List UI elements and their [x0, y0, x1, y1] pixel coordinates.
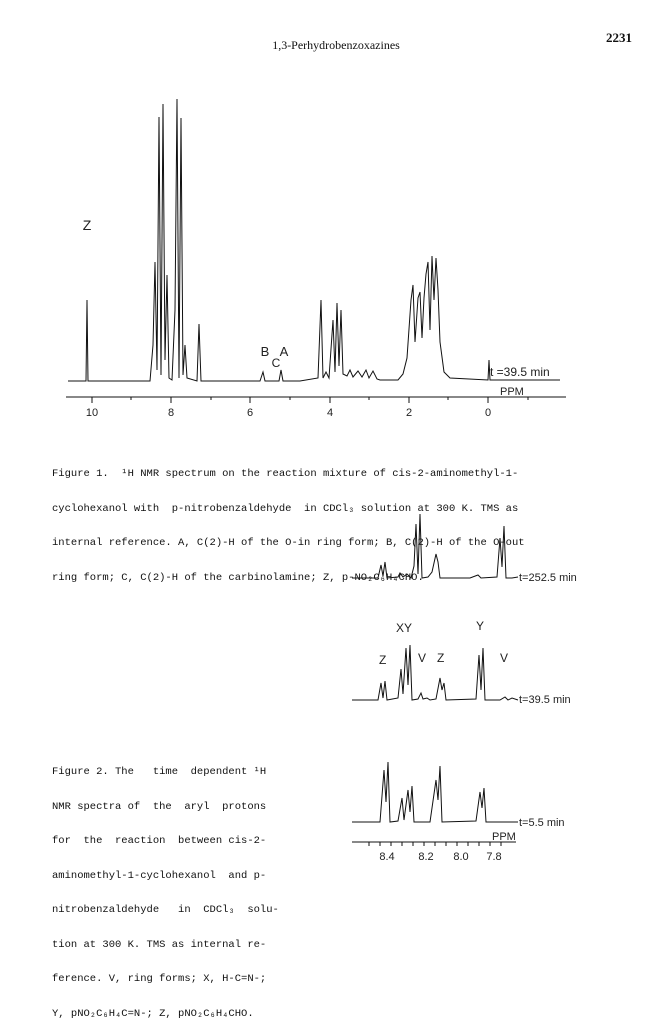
figure-2-caption-line: nitrobenzaldehyde in CDCl₃ solu- — [52, 904, 279, 916]
fig1-peak-label-a: A — [279, 344, 289, 359]
fig1-tick-4: 4 — [326, 407, 334, 419]
fig1-tick-2: 2 — [405, 407, 413, 419]
fig2-time-label-middle: t=39.5 min — [519, 694, 571, 706]
fig2-label-xy: XY — [396, 621, 413, 635]
fig2-tick-7-8: 7.8 — [486, 851, 502, 863]
fig1-tick-10: 10 — [85, 407, 99, 419]
running-header-title: 1,3-Perhydrobenzoxazines — [272, 38, 400, 52]
fig1-peak-label-z: Z — [82, 217, 92, 233]
figure-2-trace-middle — [352, 645, 518, 700]
figure-2-caption-line: for the reaction between cis-2- — [52, 835, 267, 847]
fig1-tick-0: 0 — [484, 407, 492, 419]
figure-1-caption-line: internal reference. A, C(2)-H of the O-in ring form; B, C(2)-H of the O-out — [52, 537, 525, 549]
figure-2-caption-line: aminomethyl-1-cyclohexanol and p- — [52, 869, 267, 882]
fig2-label-z-1: Z — [379, 653, 387, 667]
figure-2-caption-line: Y, pNO₂C₆H₄C=N-; Z, pNO₂C₆H₄CHO. — [52, 1007, 254, 1020]
fig2-label-y: Y — [476, 619, 485, 633]
figure-1-caption-line: Figure 1. ¹H NMR spectrum on the reaction mixture of cis-2-aminomethyl-1- — [52, 468, 519, 480]
figure-2-caption-line: NMR spectra of the aryl protons — [52, 800, 267, 813]
fig2-tick-8-2: 8.2 — [418, 851, 434, 863]
fig2-label-v-2: V — [500, 651, 509, 665]
fig1-peak-label-b: B — [260, 344, 270, 359]
fig2-tick-8-4: 8.4 — [379, 851, 395, 863]
figure-2-caption-line: Figure 2. The time dependent ¹H — [52, 766, 267, 778]
fig2-axis-unit: PPM — [492, 831, 516, 843]
fig1-tick-6: 6 — [246, 407, 254, 419]
fig2-label-v-1: V — [418, 651, 427, 665]
figure-2-trace-top — [352, 514, 518, 578]
fig1-tick-8: 8 — [167, 407, 175, 419]
figure-2-ticks — [369, 842, 501, 846]
figure-1-caption-line: cyclohexanol with p-nitrobenzaldehyde in CDCl₃ solution at 300 K. TMS as — [52, 502, 519, 515]
figure-2-caption-line: ference. V, ring forms; X, H-C=N-; — [52, 973, 267, 985]
fig2-tick-8-0: 8.0 — [453, 851, 469, 863]
fig1-peak-label-c: C — [271, 356, 281, 370]
figure-2-trace-bottom — [352, 762, 518, 822]
fig2-time-label-top: t=252.5 min — [519, 572, 577, 584]
fig1-time-label: t =39.5 min — [490, 365, 550, 379]
figure-1-caption-line: ring form; C, C(2)-H of the carbinolamine; Z, p-NO₂C₆H₄CHO. — [52, 571, 424, 584]
fig1-axis-unit: PPM — [500, 386, 524, 398]
figure-2-caption — [52, 744, 279, 1032]
fig2-time-label-bottom: t=5.5 min — [519, 817, 565, 829]
fig2-label-z-2: Z — [437, 651, 445, 665]
page-number: 2231 — [606, 30, 632, 45]
figure-2-caption-line: tion at 300 K. TMS as internal re- — [52, 938, 267, 951]
